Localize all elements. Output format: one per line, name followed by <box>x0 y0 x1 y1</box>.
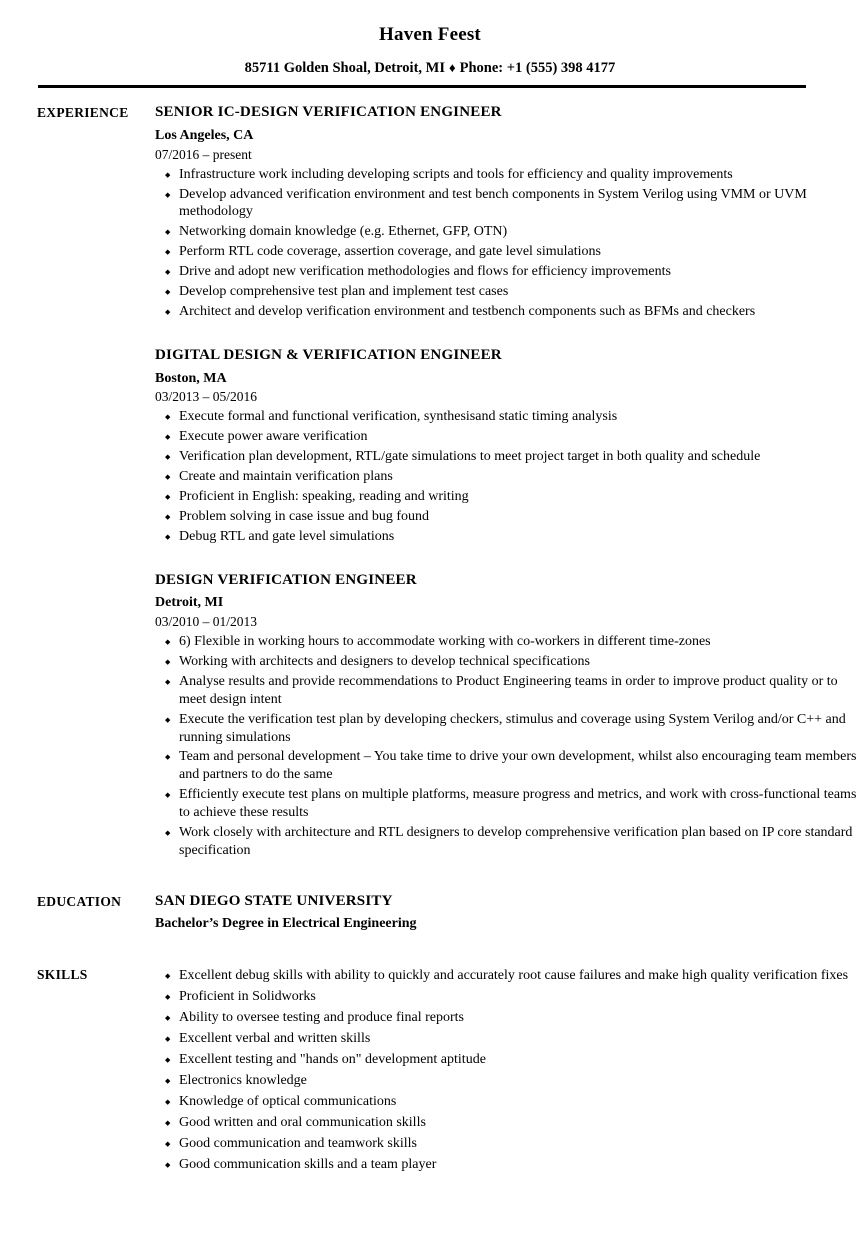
skill-bullet: ◆ Good communication skills and a team player <box>155 1156 860 1174</box>
section-label-skills: SKILLS <box>37 967 88 983</box>
job-bullet: ◆ Perform RTL code coverage, assertion coverage, and gate level simulations <box>155 243 860 261</box>
skill-bullet: ◆ Good written and oral communication skills <box>155 1114 860 1132</box>
job-bullet: ◆ Verification plan development, RTL/gate simulations to meet project target in both quality and schedule <box>155 448 860 466</box>
section-label-experience: EXPERIENCE <box>37 105 129 121</box>
resume-header <box>0 0 860 88</box>
experience-body <box>155 103 860 860</box>
contact-line <box>0 60 860 77</box>
education-school: SAN DIEGO STATE UNIVERSITY <box>155 892 393 909</box>
job-bullet: ◆ Infrastructure work including developing scripts and tools for efficiency and quality improvements <box>155 166 860 184</box>
contact-phone: Phone: +1 (555) 398 4177 <box>459 59 616 76</box>
job-bullet: ◆ Execute power aware verification <box>155 428 860 446</box>
skill-bullet: ◆ Excellent debug skills with ability to quickly and accurately root cause failures and make high quality verification fixes <box>155 967 860 985</box>
skills-section <box>0 965 860 1173</box>
job-dates: 07/2016 – present <box>155 146 252 162</box>
skill-bullet: ◆ Electronics knowledge <box>155 1072 860 1090</box>
job-bullet: ◆ Work closely with architecture and RTL designers to develop comprehensive verification plan based on IP core standard specification <box>155 824 860 860</box>
skill-bullet: ◆ Ability to oversee testing and produce final reports <box>155 1009 860 1027</box>
job-location: Detroit, MI <box>155 595 224 611</box>
job-title: DESIGN VERIFICATION ENGINEER <box>155 571 417 588</box>
job-bullet-list <box>155 166 860 321</box>
job-dates: 03/2010 – 01/2013 <box>155 614 258 630</box>
job-bullet: ◆ Proficient in English: speaking, reading and writing <box>155 488 860 506</box>
job-location: Boston, MA <box>155 370 227 386</box>
job-bullet: ◆ Create and maintain verification plans <box>155 468 860 486</box>
education-degree: Bachelor’s Degree in Electrical Engineering <box>155 915 417 931</box>
job-location: Los Angeles, CA <box>155 127 254 143</box>
skill-bullet: ◆ Excellent verbal and written skills <box>155 1030 860 1048</box>
job-bullet: ◆ Efficiently execute test plans on multiple platforms, measure progress and metrics, and work with cross-functional teams to achieve these results <box>155 786 860 822</box>
skill-bullet: ◆ Proficient in Solidworks <box>155 988 860 1006</box>
job-bullet: ◆ Execute formal and functional verification, synthesisand static timing analysis <box>155 408 860 426</box>
job-bullet-list <box>155 633 860 860</box>
candidate-name: Haven Feest <box>379 24 481 45</box>
experience-section <box>0 103 860 860</box>
job-bullet: ◆ Architect and develop verification environment and testbench components such as BFMs and checkers <box>155 303 860 321</box>
job-bullet: ◆ Debug RTL and gate level simulations <box>155 528 860 546</box>
diamond-separator-icon: ♦ <box>449 59 456 75</box>
experience-entry <box>155 571 860 860</box>
job-bullet: ◆ Networking domain knowledge (e.g. Ethernet, GFP, OTN) <box>155 223 860 241</box>
job-bullet: ◆ Execute the verification test plan by developing checkers, stimulus and coverage using System Verilog and/or C++ and running simulations <box>155 711 860 747</box>
job-bullet: ◆ 6) Flexible in working hours to accommodate working with co-workers in different time-zones <box>155 633 860 651</box>
job-bullet: ◆ Develop comprehensive test plan and implement test cases <box>155 283 860 301</box>
job-bullet-list <box>155 408 860 545</box>
education-body <box>155 892 860 933</box>
job-bullet: ◆ Drive and adopt new verification methodologies and flows for efficiency improvements <box>155 263 860 281</box>
skill-bullet: ◆ Knowledge of optical communications <box>155 1093 860 1111</box>
job-bullet: ◆ Problem solving in case issue and bug found <box>155 508 860 526</box>
job-bullet: ◆ Develop advanced verification environment and test bench components in System Verilog using VMM or UVM methodology <box>155 186 860 222</box>
job-dates: 03/2013 – 05/2016 <box>155 389 258 405</box>
skills-body <box>155 965 860 1173</box>
skill-bullet: ◆ Good communication and teamwork skills <box>155 1135 860 1153</box>
contact-address: 85711 Golden Shoal, Detroit, MI <box>244 59 445 76</box>
education-entry <box>155 892 860 933</box>
header-divider <box>38 85 806 88</box>
job-title: DIGITAL DESIGN & VERIFICATION ENGINEER <box>155 346 502 363</box>
skill-bullet: ◆ Excellent testing and "hands on" development aptitude <box>155 1051 860 1069</box>
job-bullet: ◆ Working with architects and designers to develop technical specifications <box>155 653 860 671</box>
skills-bullet-list <box>155 967 860 1173</box>
experience-entry <box>155 103 860 321</box>
job-bullet: ◆ Analyse results and provide recommendations to Product Engineering teams in order to improve product quality or to meet design intent <box>155 673 860 709</box>
job-title: SENIOR IC-DESIGN VERIFICATION ENGINEER <box>155 104 502 121</box>
job-bullet: ◆ Team and personal development – You take time to drive your own development, whilst also encouraging team members and partners to do the same <box>155 748 860 784</box>
section-label-education: EDUCATION <box>37 893 122 909</box>
education-section <box>0 892 860 933</box>
experience-entry <box>155 346 860 546</box>
